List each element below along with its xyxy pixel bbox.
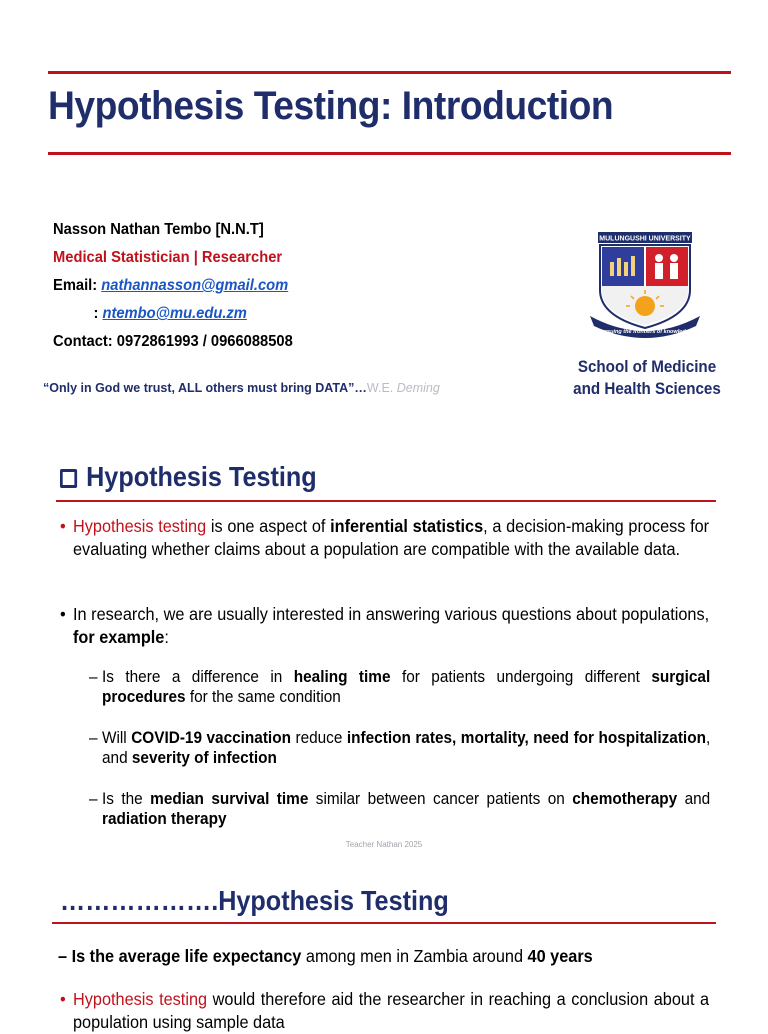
email-2-prefix: : bbox=[93, 305, 99, 322]
bullet-dot-icon: • bbox=[59, 604, 66, 624]
bullet-hypothesis-aid: • Hypothesis testing would therefore aid the researcher in reaching a conclusion about a population using sample data bbox=[59, 989, 710, 1032]
slide-title: Hypothesis Testing: Introduction bbox=[48, 84, 614, 128]
svg-text:MULUNGUSHI UNIVERSITY: MULUNGUSHI UNIVERSITY bbox=[599, 235, 691, 243]
example-covid-vaccination: – Will COVID-19 vaccination reduce infection rates, mortality, need for hospitalization, and severity of infection bbox=[88, 729, 711, 767]
section-2-rule bbox=[52, 922, 716, 924]
title-bottom-rule bbox=[48, 152, 731, 155]
bullet-dot-icon: • bbox=[59, 989, 66, 1009]
section-1-rule bbox=[56, 500, 716, 502]
author-name: Nasson Nathan Tembo [N.N.T] bbox=[53, 221, 264, 238]
bullet-hypothesis-definition: • Hypothesis testing is one aspect of inferential statistics, a decision-making process for evaluating whether claims about a population are compatible with the available data. bbox=[59, 516, 710, 559]
quote-text: “Only in God we trust, ALL others must bring DATA”… bbox=[43, 381, 367, 395]
university-crest-icon bbox=[586, 228, 704, 338]
university-logo bbox=[586, 228, 704, 338]
title-top-rule bbox=[48, 71, 731, 74]
email-link-gmail[interactable]: nathannasson@gmail.com bbox=[101, 277, 289, 294]
email-line-2 bbox=[53, 300, 293, 328]
quote-attribution: W.E. Deming bbox=[366, 381, 440, 395]
school-name bbox=[569, 356, 725, 400]
checkbox-bullet-icon bbox=[60, 469, 77, 488]
email-link-university[interactable]: ntembo@mu.edu.zm bbox=[102, 305, 247, 322]
dash-icon: – bbox=[88, 790, 98, 808]
email-line-1 bbox=[53, 272, 293, 300]
email-label: Email: bbox=[53, 277, 98, 294]
author-role: Medical Statistician | Researcher bbox=[53, 249, 283, 266]
school-line-1: School of Medicine bbox=[577, 358, 717, 376]
bullet-research-questions: • In research, we are usually interested in answering various questions about populations, for example: bbox=[59, 604, 710, 647]
contact-line: Contact: 0972861993 / 0966088508 bbox=[53, 333, 293, 350]
example-survival-time: – Is the median survival time similar between cancer patients on chemotherapy and radiation therapy bbox=[88, 790, 711, 828]
school-line-2: and Health Sciences bbox=[573, 380, 721, 398]
svg-text:Pursuing the frontiers of know: Pursuing the frontiers of knowledge bbox=[597, 329, 693, 335]
author-block bbox=[53, 216, 293, 356]
section-2-heading: ……………….Hypothesis Testing bbox=[60, 885, 449, 916]
example-healing-time: – Is there a difference in healing time for patients undergoing different surgical procedures for the same condition bbox=[88, 668, 711, 706]
bullet-dot-icon: • bbox=[59, 516, 66, 536]
deming-quote bbox=[43, 381, 440, 395]
dash-icon: – bbox=[88, 668, 98, 686]
life-expectancy-line: – Is the average life expectancy among men in Zambia around 40 years bbox=[58, 946, 593, 966]
dash-icon: – bbox=[88, 729, 98, 747]
section-1-heading: Hypothesis Testing bbox=[60, 461, 317, 493]
slide-footer: Teacher Nathan 2025 bbox=[345, 840, 423, 849]
